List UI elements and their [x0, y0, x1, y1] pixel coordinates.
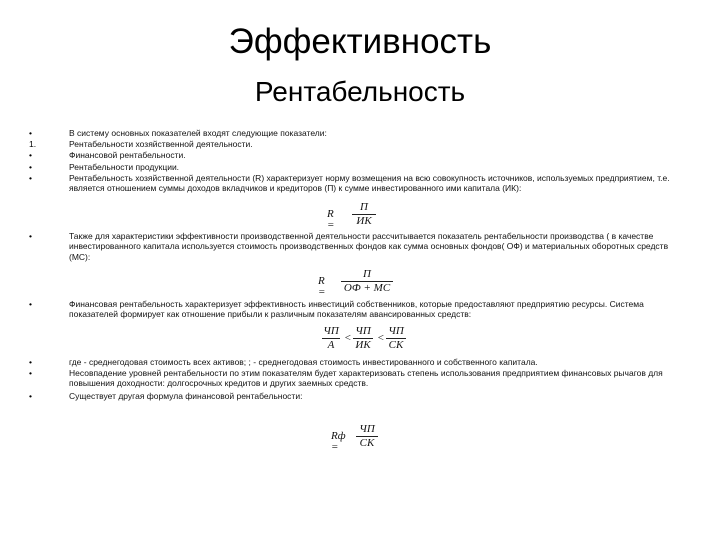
list-item-text: Также для характеристики эффективности производственной деятельности рассчитывается показатель рентабельности производства ( в качестве инвестированного капитала используется стоимость производственных фондов как сумма основных фондов( ОФ) и материальных оборотных средств (МС): — [69, 231, 669, 262]
list-item-text: Финансовой рентабельности. — [69, 150, 186, 160]
less-than-sign: < — [344, 332, 352, 344]
formula-denominator: A — [327, 339, 335, 351]
list-item-text: Существует другая формула финансовой рентабельности: — [69, 391, 303, 401]
formula-denominator: ОФ + МС — [343, 282, 391, 294]
list-item-text: В систему основных показателей входят следующие показатели: — [69, 128, 327, 138]
formula-lhs: Rф = — [331, 430, 346, 453]
list-marker: • — [29, 150, 32, 160]
formula-numerator: ЧП — [388, 325, 404, 337]
list-item-text: где - среднегодовая стоимость всех активов; ; - среднегодовая стоимость инвестированного и собственного капитала. — [69, 357, 538, 367]
formula-numerator: П — [363, 268, 371, 280]
list-marker: • — [29, 299, 32, 309]
list-marker: • — [29, 231, 32, 241]
list-item-text: Финансовая рентабельность характеризует эффективность инвестиций собственников, которые предоставляют предприятию ресурсы. Система показателей формирует как отношение прибыли к различным показателям авансированных средств: — [69, 299, 644, 320]
page-subtitle: Рентабельность — [254, 76, 466, 107]
formula-fraction — [352, 202, 376, 227]
formula-lhs: R = — [327, 208, 335, 231]
formula-fraction — [353, 326, 373, 351]
formula-lhs: R = — [318, 275, 326, 298]
list-marker: 1. — [29, 139, 37, 149]
list-item-text: Рентабельность хозяйственной деятельности (R) характеризует норму возмещения на всю совокупность источников, используемых предприятием, т.е. является отношением суммы доходов вкладчиков и кредиторов (П) к сумме инвестированного ими капитала (ИК): — [69, 173, 670, 194]
formula-fraction — [322, 326, 340, 351]
less-than-sign: < — [377, 332, 385, 344]
formula-fraction — [341, 269, 393, 294]
formula-numerator: П — [360, 201, 368, 213]
page-title: Эффективность — [228, 22, 492, 61]
list-marker: • — [29, 391, 32, 401]
list-item-text: Рентабельности хозяйственной деятельности. — [69, 139, 253, 149]
list-marker: • — [29, 173, 32, 183]
list-marker: • — [29, 128, 32, 138]
formula-numerator: ЧП — [323, 325, 339, 337]
list-item-text: Рентабельности продукции. — [69, 162, 180, 172]
list-marker: • — [29, 162, 32, 172]
formula-fraction — [386, 326, 406, 351]
formula-denominator: СК — [388, 339, 404, 351]
formula-fraction — [356, 424, 378, 449]
list-marker: • — [29, 368, 32, 378]
formula-denominator: ИК — [355, 339, 371, 351]
formula-denominator: СК — [359, 437, 375, 449]
list-item-text: Несовпадение уровней рентабельности по этим показателям будет характеризовать степень использования предприятием финансовых рычагов для повышения доходности: долгосрочных кредитов и других заемных средств. — [69, 368, 663, 389]
formula-numerator: ЧП — [355, 325, 371, 337]
formula-denominator: ИК — [356, 215, 372, 227]
list-marker: • — [29, 357, 32, 367]
formula-numerator: ЧП — [359, 423, 375, 435]
